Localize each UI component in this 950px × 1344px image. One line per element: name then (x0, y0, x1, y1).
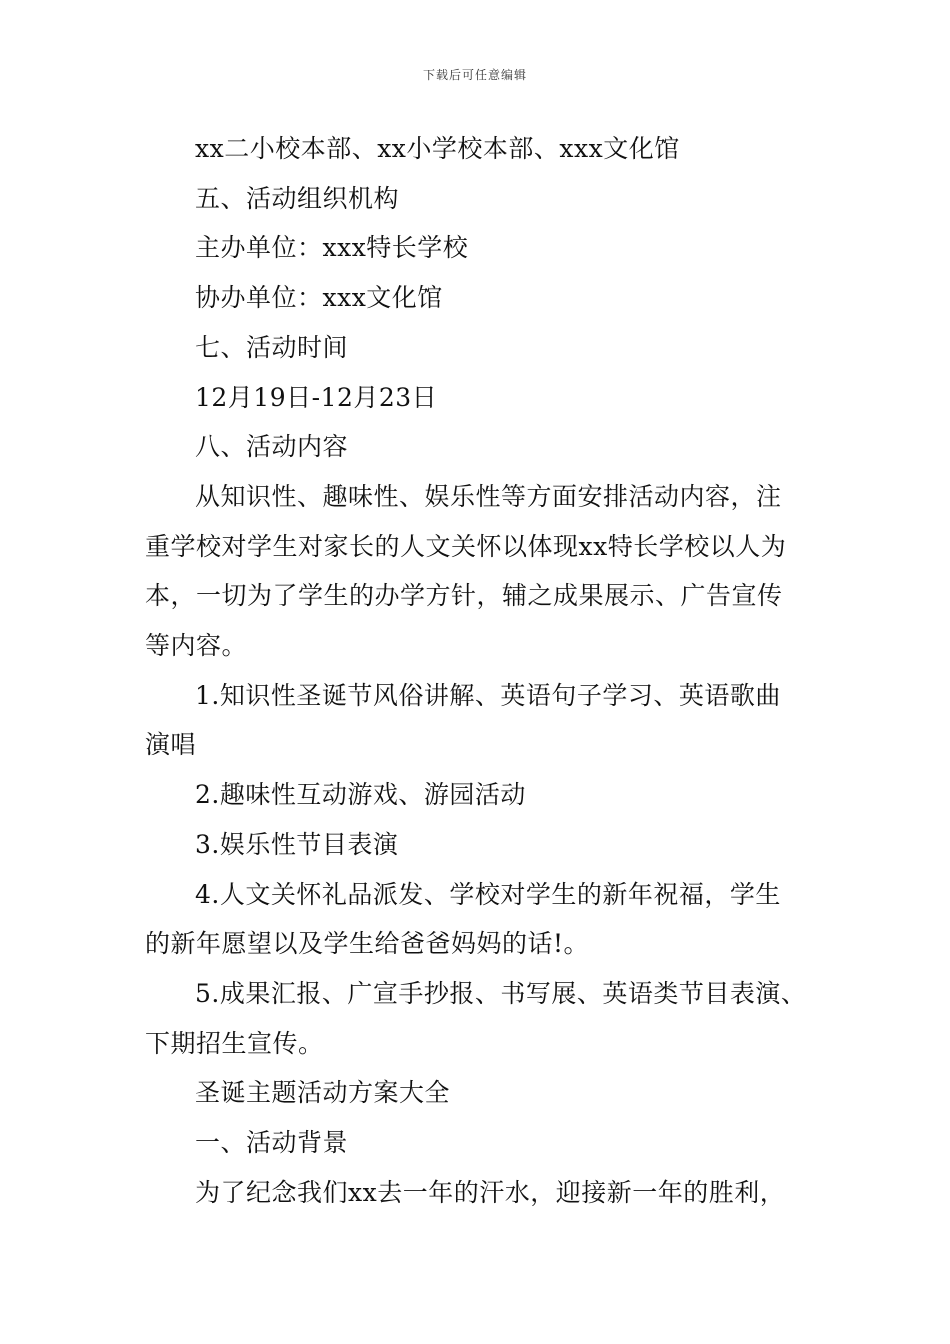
document-body (145, 124, 810, 1217)
document-title: 圣诞主题活动方案大全 (195, 1078, 451, 1108)
page-header-note: 下载后可任意编辑 (422, 68, 527, 82)
section-heading: 一、活动背景 (195, 1128, 349, 1158)
list-item-line: 1.知识性圣诞节风俗讲解、英语句子学习、英语歌曲 (195, 680, 781, 710)
section-heading: 八、活动内容 (195, 432, 349, 462)
text-line: 12月19日-12月23日 (195, 382, 438, 412)
paragraph-line: 从知识性、趣味性、娱乐性等方面安排活动内容，注 (195, 481, 782, 511)
paragraph-line: 本，一切为了学生的办学方针，辅之成果展示、广告宣传 (145, 581, 783, 611)
list-item-line: 的新年愿望以及学生给爸爸妈妈的话!。 (145, 929, 590, 959)
paragraph-line: 重学校对学生对家长的人文关怀以体现xx特长学校以人为 (145, 531, 787, 561)
text-line: 协办单位：xxx文化馆 (195, 283, 443, 313)
list-item-line: 2.趣味性互动游戏、游园活动 (195, 780, 526, 810)
section-heading: 五、活动组织机构 (195, 183, 400, 213)
paragraph-line: 等内容。 (145, 631, 248, 661)
list-item-line: 5.成果汇报、广宣手抄报、书写展、英语类节目表演、 (195, 978, 807, 1008)
section-heading: 七、活动时间 (195, 332, 349, 362)
text-line: 主办单位：xxx特长学校 (195, 233, 469, 263)
list-item-line: 下期招生宣传。 (145, 1028, 324, 1058)
paragraph-line: 为了纪念我们xx去一年的汗水，迎接新一年的胜利， (195, 1177, 786, 1207)
list-item-line: 演唱 (145, 730, 197, 760)
list-item-line: 4.人文关怀礼品派发、学校对学生的新年祝福，学生 (195, 879, 781, 909)
list-item-line: 3.娱乐性节目表演 (195, 829, 399, 859)
text-line: xx二小校本部、xx小学校本部、xxx文化馆 (195, 134, 680, 163)
